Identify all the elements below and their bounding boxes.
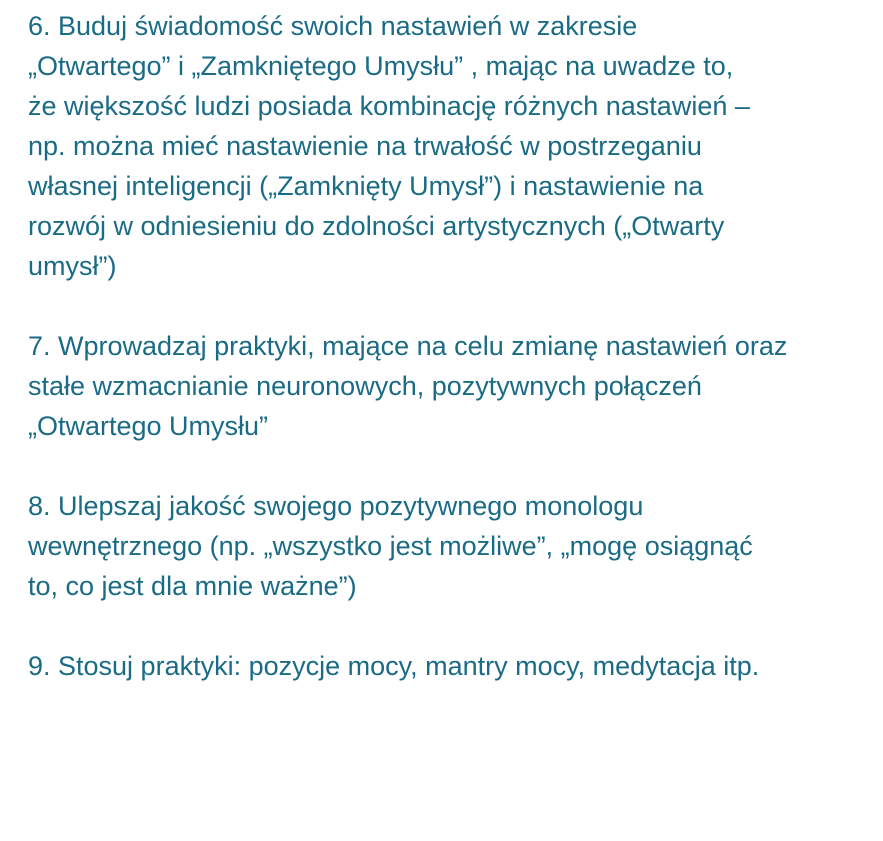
list-item-line: że większość ludzi posiada kombinację różnych nastawień –: [28, 91, 750, 121]
list-item-line: 8. Ulepszaj jakość swojego pozytywnego monologu: [28, 491, 644, 521]
document-body: [28, 6, 873, 726]
list-item-line: „Otwartego” i „Zamkniętego Umysłu” , mając na uwadze to,: [28, 51, 734, 81]
list-item-line: stałe wzmacnianie neuronowych, pozytywnych połączeń: [28, 371, 702, 401]
list-item-line: to, co jest dla mnie ważne”): [28, 571, 357, 601]
list-item-line: 6. Buduj świadomość swoich nastawień w zakresie: [28, 11, 638, 41]
list-item-6: [28, 6, 873, 286]
list-item-line: wewnętrznego (np. „wszystko jest możliwe”, „mogę osiągnąć: [28, 531, 753, 561]
list-item-line: 9. Stosuj praktyki: pozycje mocy, mantry mocy, medytacja itp.: [28, 651, 760, 681]
list-item-line: umysł”): [28, 251, 117, 281]
list-item-line: 7. Wprowadzaj praktyki, mające na celu zmianę nastawień oraz: [28, 331, 788, 361]
list-item-line: rozwój w odniesieniu do zdolności artystycznych („Otwarty: [28, 211, 725, 241]
list-item-9: [28, 646, 873, 686]
list-item-8: [28, 486, 873, 606]
list-item-line: np. można mieć nastawienie na trwałość w postrzeganiu: [28, 131, 702, 161]
list-item-line: własnej inteligencji („Zamknięty Umysł”) i nastawienie na: [28, 171, 704, 201]
list-item-line: „Otwartego Umysłu”: [28, 411, 269, 441]
list-item-7: [28, 326, 873, 446]
